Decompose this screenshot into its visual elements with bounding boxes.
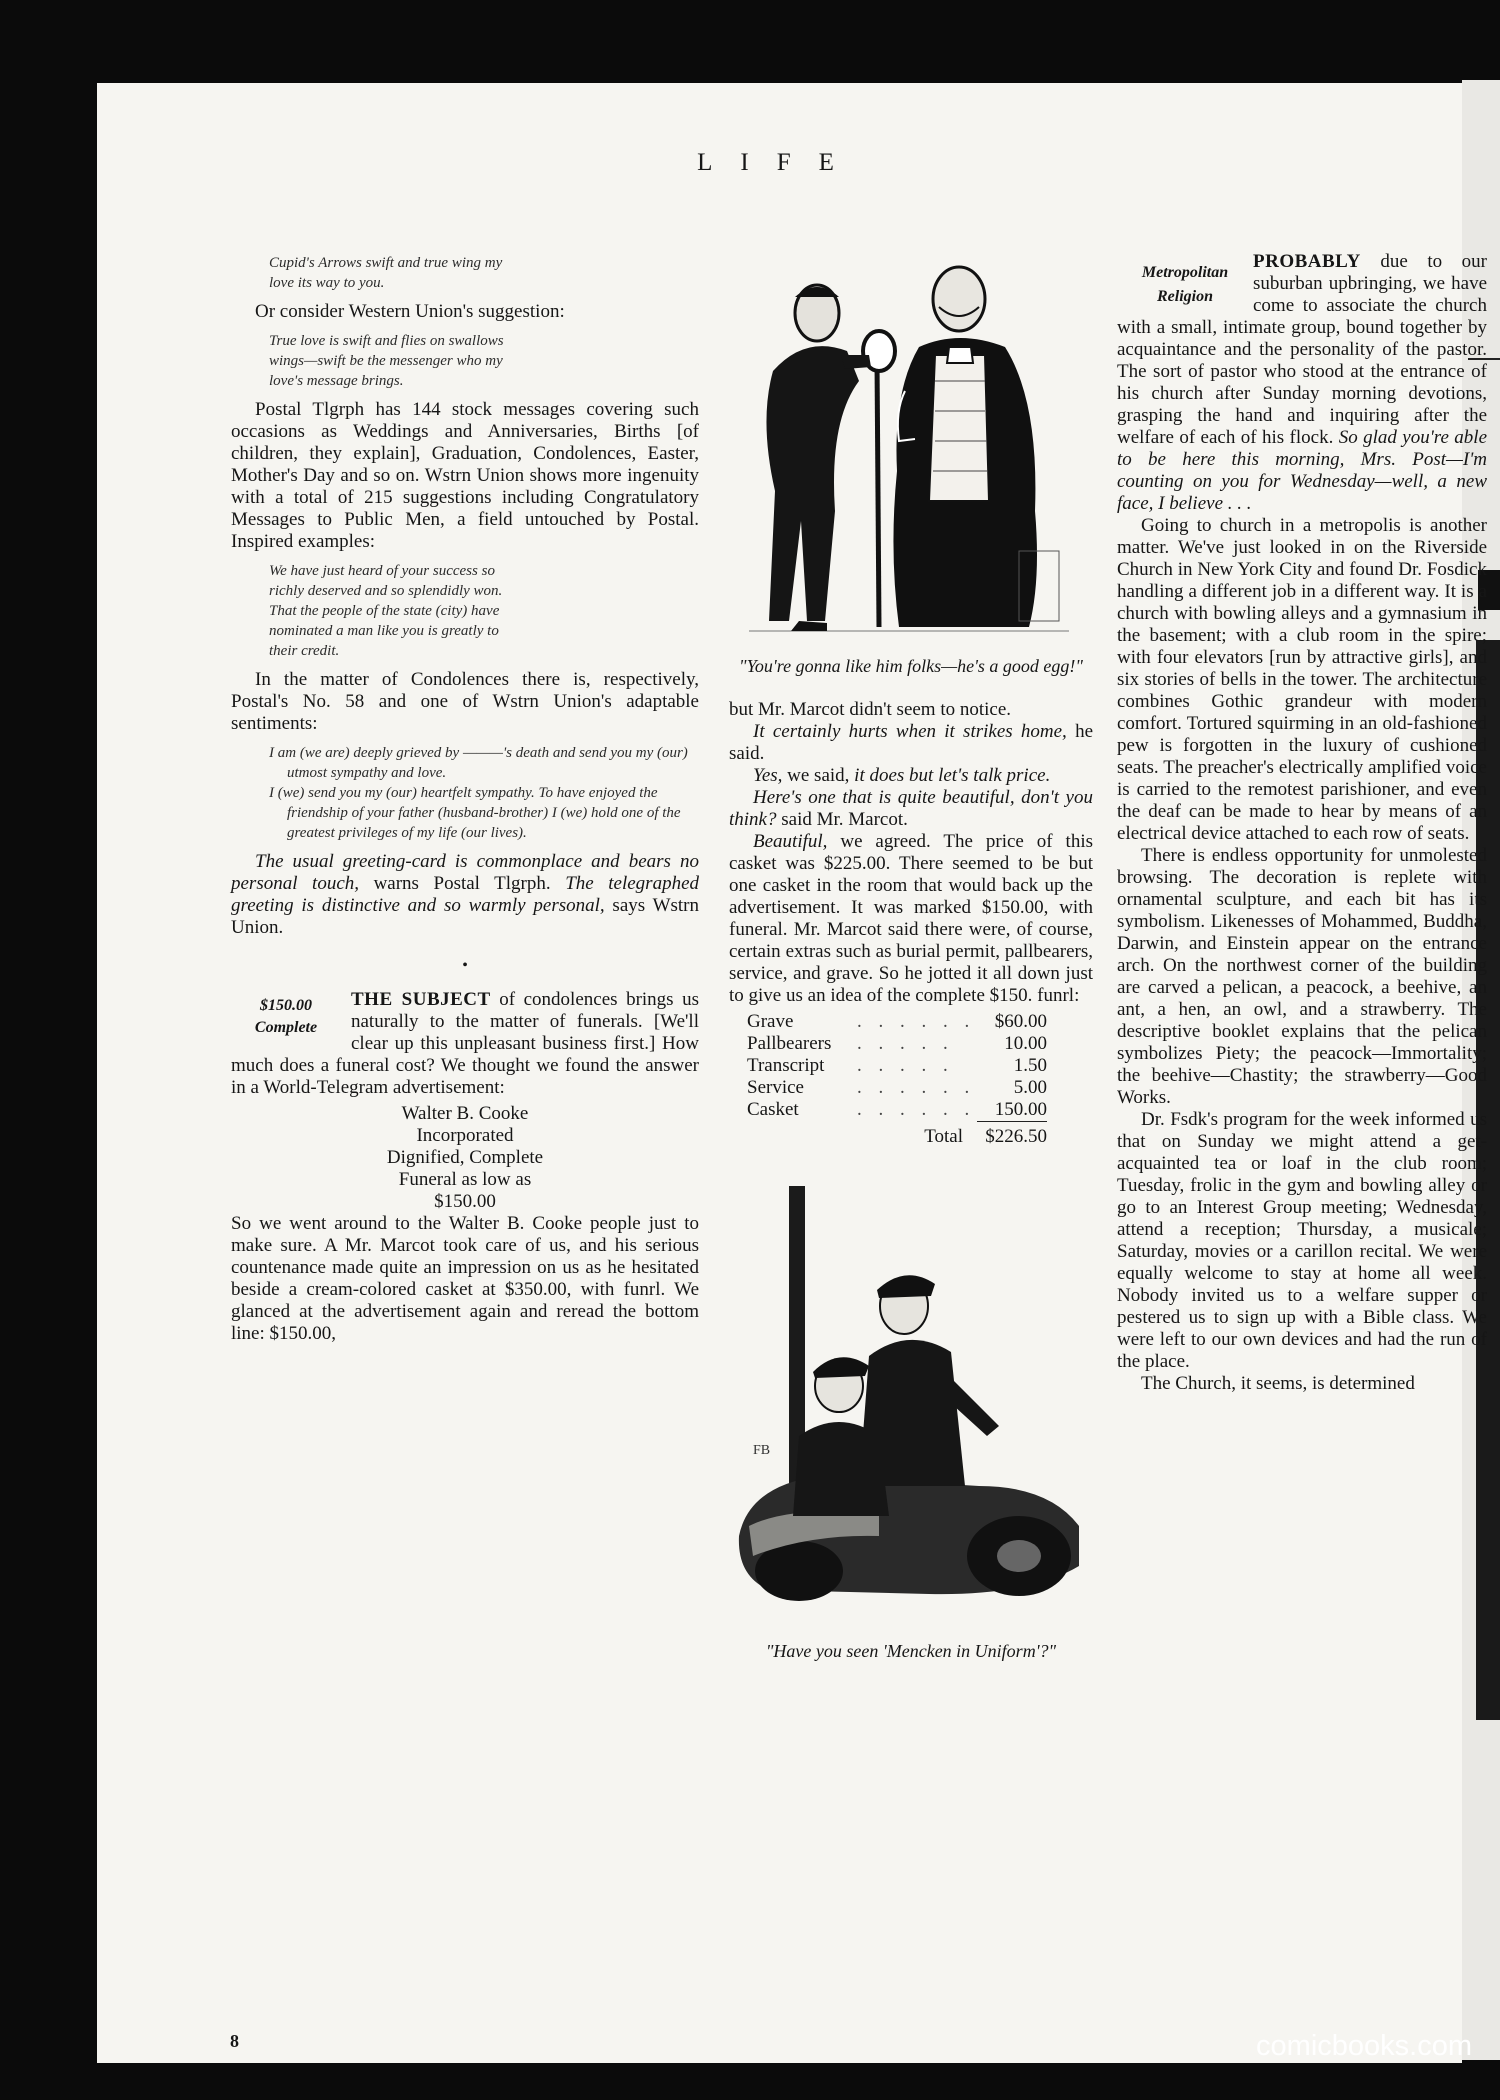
quote-western: [231, 331, 699, 391]
italic-text: It certainly hurts when it strikes home,: [753, 721, 1067, 742]
roman-text: we agreed. The price of this casket was $225.00. There seemed to be but one casket in the room that would back up the advertisement. It was marked $150.00, with funeral. Mr. Marcot said there were, of course, certain extras such as burial permit, pallbearers, service, and grave. So he jotted it all down just to give us an idea of the complete $150. funrl:: [729, 831, 1093, 1006]
paragraph-notice: but Mr. Marcot didn't seem to notice.: [729, 699, 1012, 720]
quote-cupid: [231, 253, 699, 293]
paragraph-beautiful: [729, 831, 1093, 1007]
cost-row: [747, 1033, 1047, 1055]
paragraph-hurts: [729, 721, 1093, 765]
paragraph-program: Dr. Fsdk's program for the week informed us that on Sunday we might attend a get-acquainted tea or loaf in the club room; Tuesday, frolic in the gym and bowling alley or go to an Interest Group meeting; Wednesday, attend a reception; Thursday, a musicale; Saturday, movies or a carillon recital. We were equally welcome to stay at home all week. Nobody invited us to a welfare supper or pestered us to sign up with a Bible class. We were left to our own devices and had the run of the place.: [1117, 1109, 1487, 1372]
cost-amount: 5.00: [1013, 1077, 1047, 1098]
cost-amount: 1.50: [1013, 1055, 1047, 1076]
advertisement-quote: [231, 1103, 699, 1213]
leader-dots: . . . . .: [857, 1055, 954, 1076]
section-bullet: •: [462, 957, 468, 974]
sidehead-complete: [231, 995, 341, 1039]
quote-line: That the people of the state (city) have: [269, 603, 500, 619]
cartoon-police-motorcycle-illustration: [729, 1186, 1093, 1634]
cost-item: Service: [747, 1077, 804, 1098]
quote-line: their credit.: [269, 643, 340, 659]
column-right: [1117, 251, 1487, 1395]
leader-dots: . . . . . .: [857, 1099, 976, 1121]
cost-amount: 10.00: [1004, 1033, 1047, 1054]
cost-item: Pallbearers: [747, 1033, 832, 1054]
cost-item: Transcript: [747, 1055, 825, 1076]
italic-text: Here's one that is quite beautiful, don't you think?: [729, 787, 1093, 830]
cost-row: [747, 1011, 1047, 1033]
italic-text: The telegraphed greeting is distinctive and so warmly personal,: [231, 873, 700, 916]
quote-line: richly deserved and so splendidly won.: [269, 583, 503, 599]
paragraph-western: Or consider Western Union's suggestion:: [255, 301, 565, 322]
quote-line: Cupid's Arrows swift and true wing my: [269, 255, 503, 271]
italic-text: it does but let's talk price.: [854, 765, 1051, 786]
lead-in: THE SUBJECT: [351, 989, 491, 1010]
magazine-page: [97, 83, 1487, 2063]
quote-item: I (we) send you my (our) heartfelt sympathy. To have enjoyed the friendship of your father (husband-brother) I (we) hold one of the greatest privileges of my life (our lives).: [269, 785, 681, 841]
funeral-cost-table: [747, 1011, 1047, 1148]
ad-line: Incorporated: [416, 1125, 514, 1146]
cost-total-row: [747, 1122, 1047, 1149]
roman-text: of condolences brings us naturally to the matter of funerals. [We'll clear up this unpleasant business first.] How much does a funeral cost? We thought we found the answer in a World-Telegram advertisement:: [231, 989, 699, 1098]
sidehead-line: $150.00: [260, 997, 312, 1014]
cost-item: Casket: [747, 1099, 799, 1121]
cartoon-caption-top: "You're gonna like him folks—he's a good egg!": [739, 656, 1083, 676]
page-number: 8: [230, 2031, 239, 2051]
quote-line: love its way to you.: [269, 275, 385, 291]
paragraph-church-determined: The Church, it seems, is determined: [1141, 1373, 1415, 1394]
italic-text: So glad you're able to be here this morning, Mrs. Post—I'm counting on you for Wednesday—well, a new face, I believe . . .: [1117, 427, 1487, 514]
cost-row: [747, 1099, 1047, 1122]
sidehead-metropolitan-religion: [1125, 261, 1245, 309]
column-left: [231, 251, 699, 1345]
quote-line: wings—swift be the messenger who my: [269, 353, 503, 369]
quote-line: True love is swift and flies on swallows: [269, 333, 504, 349]
watermark-logo: comicbooks.com: [1256, 2030, 1472, 2062]
paragraph-postal: Postal Tlgrph has 144 stock messages covering such occasions as Weddings and Anniversaries, Births [of children, they explain], Graduation, Condolences, Easter, Mother's Day and so on. Wstrn Union shows more ingenuity with a total of 215 suggestions including Congratulatory Messages to Public Men, a field untouched by Postal. Inspired examples:: [231, 399, 699, 552]
page-header: LIFE: [697, 149, 862, 176]
cartoon-clergyman-illustration: [729, 251, 1093, 649]
paragraph-condolences: In the matter of Condolences there is, respectively, Postal's No. 58 and one of Wstrn Union's adaptable sentiments:: [231, 669, 699, 734]
cost-item: Grave: [747, 1011, 794, 1032]
roman-text: said Mr. Marcot.: [781, 809, 908, 830]
italic-text: Beautiful,: [753, 831, 828, 852]
paragraph-metropolis: Going to church in a metropolis is another matter. We've just looked in on the Riverside Church in New York City and found Dr. Fosdick handling a different job in a different way. It is a church with bowling alleys and a gymnasium in the basement; with a club room in the spire; with four elevators [run by attractive girls], and six stories of bells in the tower. The architecture combines Gothic grandeur with modern comfort. Tortured squirming in an old-fashioned pew is forgotten in the luxury of cushioned seats. The preacher's electrically amplified voice is carried to the remotest parishioner, and even the deaf can be made to hear by means of an electrical device attached to each row of seats.: [1117, 515, 1487, 844]
quote-item: I am (we are) deeply grieved by ———'s death and send you my (our) utmost sympathy and love.: [269, 745, 688, 781]
total-amount: $226.50: [985, 1126, 1047, 1147]
italic-text: Yes,: [753, 765, 783, 786]
ad-line: Dignified, Complete: [386, 1147, 544, 1168]
paragraph-cooke: So we went around to the Walter B. Cooke people just to make sure. A Mr. Marcot took care of us, and his serious countenance made quite an impression on us as he hesitated beside a cream-colored casket at $350.00, with funrl. We glanced at the advertisement again and reread the bottom line: $150.00,: [231, 1213, 699, 1344]
quote-line: love's message brings.: [269, 373, 404, 389]
cost-amount: 150.00: [977, 1099, 1047, 1122]
quote-grief: [231, 743, 699, 843]
paragraph-usual: [231, 851, 699, 939]
total-label: Total: [924, 1125, 963, 1147]
roman-text: he said.: [729, 721, 1093, 764]
ad-line: $150.00: [434, 1191, 496, 1212]
roman-text: due to our suburban upbringing, we have come to associate the church with a small, intimate group, bound together by acquaintance and the personality of the pastor. The sort of pastor who stood at the entrance of his church after Sunday morning devotions, grasping the hand and inquiring after the welfare of each of his flock.: [1117, 251, 1487, 448]
cost-row: [747, 1055, 1047, 1077]
italic-text: The usual greeting-card is commonplace and bears no personal touch,: [231, 851, 699, 894]
roman-text: says Wstrn Union.: [231, 895, 700, 938]
lead-in: PROBABLY: [1253, 251, 1361, 272]
quote-line: We have just heard of your success so: [269, 563, 495, 579]
cost-amount: $60.00: [994, 1011, 1047, 1032]
quote-success: [231, 561, 699, 661]
column-middle: [729, 251, 1093, 1662]
paragraph-browsing: There is endless opportunity for unmolested browsing. The decoration is replete with ornamental sculpture, and each bit has its symbolism. Likenesses of Mohammed, Buddha, Darwin, and Einstein appear on the entrance arch. On the northwest corner of the building are carved a pelican, a peacock, a beehive, an ant, a hen, an owl, and a strawberry. The descriptive booklet explains that the pelican symbolizes Piety; the peacock—Immortality; the beehive—Chastity; the strawberry—Good Works.: [1117, 845, 1487, 1108]
paragraph-heres: [729, 787, 1093, 831]
cartoon-caption-bottom: "Have you seen 'Mencken in Uniform'?": [765, 1641, 1057, 1661]
sidehead-line: Complete: [254, 1019, 318, 1036]
paragraph-yes: [729, 765, 1093, 787]
leader-dots: . . . . . .: [857, 1077, 976, 1098]
roman-text: warns Postal Tlgrph.: [373, 873, 551, 894]
ad-line: Walter B. Cooke: [401, 1103, 529, 1124]
leader-dots: . . . . . .: [857, 1011, 976, 1032]
quote-line: nominated a man like you is greatly to: [269, 623, 499, 639]
sidehead-line: Religion: [1156, 288, 1213, 305]
cost-row: [747, 1077, 1047, 1099]
roman-text: we said,: [787, 765, 850, 786]
ad-line: Funeral as low as: [398, 1169, 532, 1190]
sidehead-line: Metropolitan: [1141, 264, 1229, 281]
leader-dots: . . . . .: [857, 1033, 954, 1054]
svg-text:FB: FB: [753, 1443, 771, 1458]
